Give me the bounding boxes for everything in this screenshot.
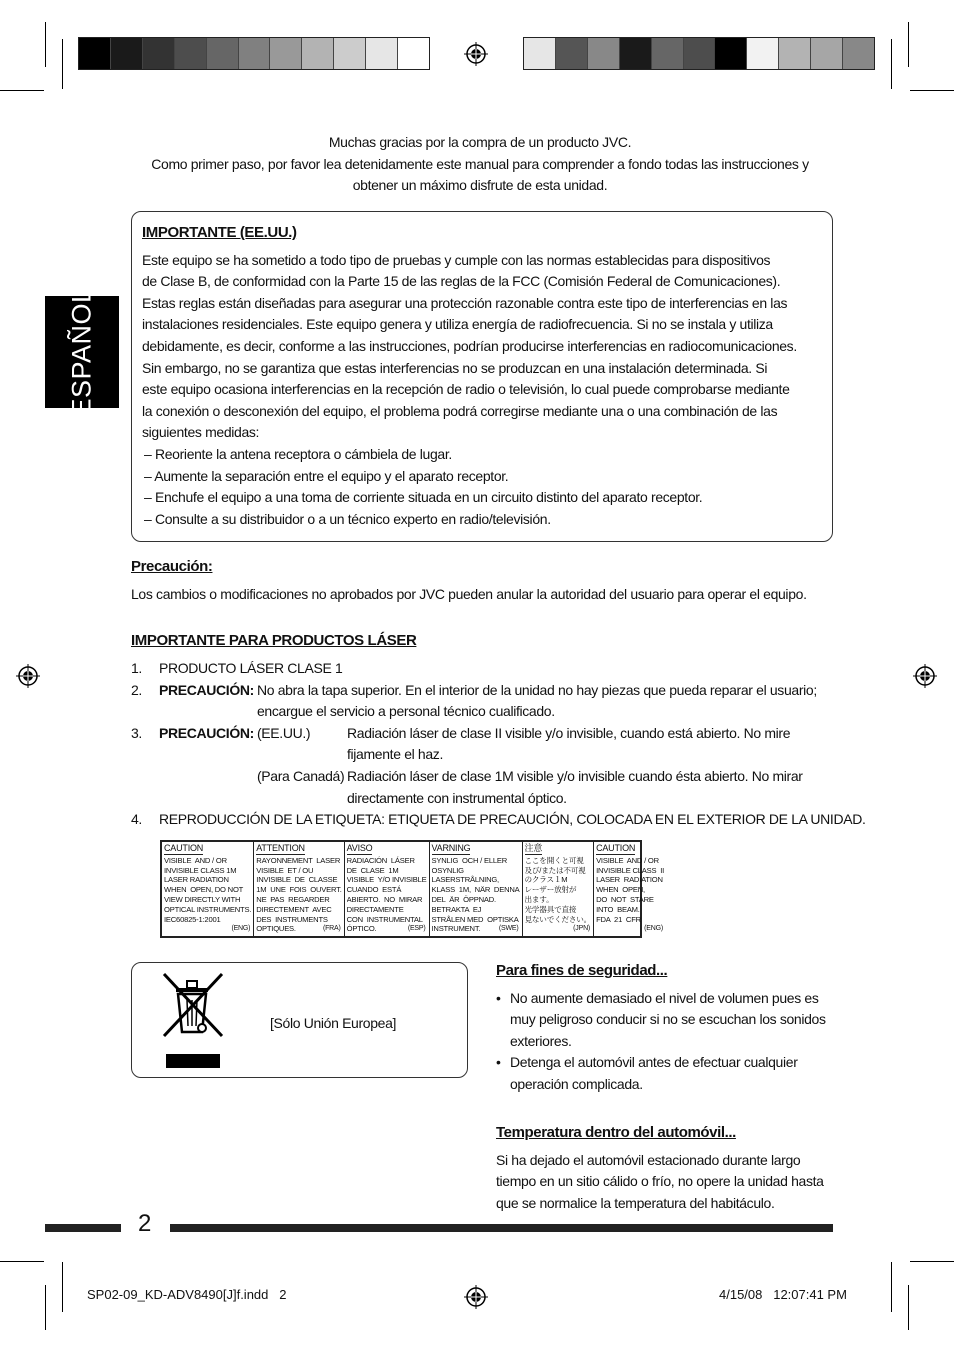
crop-mark [891,39,892,89]
crop-mark [62,39,63,89]
dash-icon: – [144,489,155,506]
color-swatch [79,38,111,69]
label-panel [162,842,254,936]
label-panel-line: FDA 21 CFR [596,914,641,924]
importante-line: este equipo ocasiona interferencias en la recepción de radio o televisión, lo cual puede comprobarse mediante [142,381,790,398]
color-swatch [779,38,811,69]
label-panel-title: 注意 [524,843,543,853]
importante-line: la conexión o desconexión del equipo, el problema podrá corregirse mediante una o una combinación de las [142,402,778,419]
label-panel-line: 及び/または不可視 [524,865,586,875]
dash-icon: – [144,467,155,484]
label-panel-line: STRÅLEN MED OPTISKA [431,914,519,924]
language-side-tab [45,287,119,417]
bullet-line: Detenga el automóvil antes de efectuar cualquier [510,1054,798,1071]
laser-item-2-label: PRECAUCIÓN: [159,681,254,698]
color-swatch [684,38,716,69]
measure-text: Aumente la separación entre el equipo y el aparato receptor. [154,467,509,484]
label-panel-line: INVISIBLE CLASS II [596,865,665,875]
label-panel-tag: (ENG) [231,925,251,933]
importante-title: IMPORTANTE (EE.UU.) [142,224,297,241]
caution-label [160,840,665,938]
dash-icon: – [144,445,155,462]
list-number: 3. [131,724,142,741]
weee-text: [Sólo Unión Europea] [270,1015,397,1031]
measure-item [142,444,822,466]
importante-content [142,222,822,530]
crop-mark [0,1261,44,1262]
importante-line: debidamente, es decir, conforme a las instrucciones, podrían producirse interferencias en radiocomunicaciones. [142,337,797,354]
crop-mark [0,90,44,91]
label-panel [523,842,595,936]
color-swatch [556,38,588,69]
importante-line: siguientes medidas: [142,424,260,441]
bullet-line: operación complicada. [510,1075,643,1092]
label-panel-line: RAYONNEMENT LASER [256,855,341,865]
registration-mark-icon [913,664,937,688]
label-panel [345,842,430,936]
label-panel-line: 見ないでください。 [524,914,592,924]
laser-usa-line: fijamente el haz. [347,746,443,763]
crop-mark [910,1261,954,1262]
measure-text: Consulte a su distribuidor o a un técnico experto en radio/televisión. [154,510,551,527]
label-panel-line: WHEN OPEN, [596,885,645,895]
label-panel-line: ABIERTO. NO MIRAR [346,894,423,904]
footer-file: SP02-09_KD-ADV8490[J]f.indd 2 [87,1287,287,1302]
laser-item-2-line: encargue el servicio a personal técnico cualificado. [257,703,555,720]
seguridad-bullet [496,988,841,1053]
measure-item [142,509,822,531]
label-panel-line: CUANDO ESTÁ [346,885,402,895]
page-number: 2 [138,1210,152,1237]
label-panel-line: RADIACIÓN LÁSER [346,855,415,865]
page-rule-left [45,1224,121,1232]
laser-item-3-label: PRECAUCIÓN: [159,724,254,741]
side-tab-label: ESPAÑOL [66,287,97,417]
label-panel-line: のクラス１M [524,875,568,885]
color-swatch [239,38,271,69]
color-swatch [843,38,874,69]
label-panel-line: SYNLIG OCH / ELLER [431,855,508,865]
left-color-bar [78,37,430,70]
crop-mark [908,22,909,67]
label-panel-line: NE PAS REGARDER [256,894,330,904]
label-panel-line: KLASS 1M, NÄR DENNA [431,885,520,895]
label-panel-title: AVISO [346,843,373,853]
list-number: 4. [131,811,142,828]
intro-line: obtener un máximo disfrute de esta unidad. [352,177,608,194]
label-panel-line: DIRECTAMENTE [346,904,404,914]
laser-section [131,630,851,657]
label-panel-line: ÓPTICO. [346,924,377,934]
laser-canada-line: Radiación láser de clase 1M visible y/o invisible cuando ésta abierto. No mirar [347,767,803,784]
color-swatch [811,38,843,69]
label-panel-line: DIRECTEMENT AVEC [256,904,332,914]
crop-mark [45,1285,46,1330]
label-panel-line: VISIBLE Y/O INVISIBLE [346,875,427,885]
color-swatch [270,38,302,69]
color-swatch [620,38,652,69]
label-panel-title: ATTENTION [256,843,305,853]
label-panel-title: CAUTION [596,843,636,853]
label-panel [594,842,666,936]
importante-line: Estas reglas están diseñadas para asegurar una protección razonable contra este tipo de interferencias en las [142,294,788,311]
measure-text: Enchufe el equipo a una toma de corriente situada en un circuito distinto del aparato receptor. [154,489,703,506]
label-panel-line: LASERSTRÅLNING, [431,875,499,885]
intro-line: Como primer paso, por favor lea detenidamente este manual para comprender a fondo todas las instrucciones y [151,155,809,172]
dash-icon: – [144,510,155,527]
label-panel-line: 光学器具で直接 [524,904,577,914]
crop-mark [910,90,954,91]
registration-mark-icon [16,664,40,688]
label-panel [430,842,523,936]
label-panel-line: LASER RADIATION [596,875,663,885]
temperatura-line: que se normalice la temperatura del habitáculo. [496,1194,775,1211]
label-panel-title: VARNING [431,843,471,853]
color-swatch [366,38,398,69]
laser-usa-line: Radiación láser de clase II visible y/o invisible, cuando está abierto. No mire [347,724,791,741]
color-swatch [588,38,620,69]
label-panel-tag: (ENG) [644,925,664,933]
laser-title: IMPORTANTE PARA PRODUCTOS LÁSER [131,632,417,649]
label-panel-line: IEC60825-1:2001 [164,914,221,924]
label-panel-tag: (FRA) [322,925,341,933]
label-panel-line: VISIBLE AND / OR [596,855,659,865]
label-panel-line: INTO BEAM. [596,904,640,914]
color-swatch [652,38,684,69]
label-panel-line: OSYNLIG [431,865,464,875]
list-number: 2. [131,681,142,698]
laser-item-2-line: No abra la tapa superior. En el interior de la unidad no hay piezas que pueda reparar el usuario; [257,681,817,698]
color-swatch [524,38,556,69]
crop-mark [908,1285,909,1330]
measure-text: Reoriente la antena receptora o cámbiela de lugar. [154,445,452,462]
measures-list [142,444,822,530]
color-swatch [143,38,175,69]
measure-item [142,466,822,488]
label-panel-line: OPTICAL INSTRUMENTS. [164,904,252,914]
label-panel-line: BETRAKTA EJ [431,904,482,914]
list-number: 1. [131,660,142,676]
label-panel-line: WHEN OPEN, DO NOT [164,885,244,895]
color-swatch [302,38,334,69]
bullet-icon: • [496,1054,501,1071]
label-panel-title: CAUTION [164,843,204,853]
right-color-bar [523,37,875,70]
importante-line: de Clase B, de conformidad con la Parte 15 de las reglas de la FCC (Comisión Federal de Comunicaciones). [142,273,781,290]
label-panel-line: DE CLASE 1M [346,865,399,875]
label-panel-tag: (JPN) [573,925,591,933]
label-panel-line: OPTIQUES. [256,924,296,934]
color-swatch [747,38,779,69]
seguridad-section [496,960,841,1096]
intro [120,132,840,197]
page-rule-right [170,1224,833,1232]
crop-mark [45,22,46,67]
laser-list [131,658,866,831]
label-panel-line: 1M UNE FOIS OUVERT. [256,885,342,895]
seguridad-title: Para fines de seguridad... [496,962,668,979]
label-panel-line: INSTRUMENT. [431,924,481,934]
seguridad-bullet [496,1052,841,1095]
label-panel-line: DO NOT STARE [596,894,654,904]
label-panel-line: レーザー放射が [524,885,577,895]
laser-item-4: REPRODUCCIÓN DE LA ETIQUETA: ETIQUETA DE PRECAUCIÓN, COLOCADA EN EL EXTERIOR DE LA UNIDAD. [159,811,866,828]
precaucion-section [131,556,831,605]
importante-line: Este equipo se ha sometido a todo tipo de pruebas y cumple con las normas establecidas para dispositivos [142,251,771,268]
intro-line: Muchas gracias por la compra de un producto JVC. [328,134,632,150]
temperatura-line: Si ha dejado el automóvil estacionado durante largo [496,1151,801,1168]
label-panel-line: VISIBLE AND / OR [164,855,227,865]
bullet-icon: • [496,989,501,1006]
color-swatch [111,38,143,69]
label-panel [254,842,344,936]
laser-canada-line: directamente con instrumental óptico. [347,789,567,806]
crop-mark [891,1262,892,1312]
label-panel-line: DES INSTRUMENTS [256,914,328,924]
registration-mark-icon [464,1285,488,1309]
color-swatch [334,38,366,69]
laser-usa-label: (EE.UU.) [257,724,311,741]
bullet-line: exteriores. [510,1032,572,1049]
bullet-line: muy peligroso conducir si no se escuchan los sonidos [510,1011,826,1028]
measure-item [142,487,822,509]
label-panel-line: DEL ÄR ÖPPNAD. [431,894,496,904]
label-panel-line: 出ます。 [524,894,554,904]
label-panel-line: ここを開くと可視 [524,855,584,865]
label-panel-line: VISIBLE ET / OU [256,865,314,875]
label-panel-line: INVISIBLE DE CLASSE [256,875,338,885]
label-panel-line: CON INSTRUMENTAL [346,914,423,924]
label-panel-tag: (ESP) [407,925,426,933]
precaucion-title: Precaución: [131,558,213,575]
importante-body [142,250,822,444]
temperatura-title: Temperatura dentro del automóvil... [496,1124,736,1141]
temperatura-section [496,1122,841,1214]
bullet-line: No aumente demasiado el nivel de volumen pues es [510,989,819,1006]
laser-item-1: PRODUCTO LÁSER CLASE 1 [159,660,343,676]
color-swatch [207,38,239,69]
precaucion-text: Los cambios o modificaciones no aprobados por JVC pueden anular la autoridad del usuario para operar el equipo. [131,585,807,602]
color-swatch [175,38,207,69]
laser-canada-label: (Para Canadá) [257,767,345,784]
importante-line: instalaciones residenciales. Este equipo genera y utiliza energía de radiofrecuencia. Si no se instala y utiliza [142,316,773,333]
temperatura-line: tiempo en un sitio cálido o frío, no opere la unidad hasta [496,1173,824,1190]
crop-mark [62,1262,63,1312]
color-swatch [398,38,429,69]
label-panel-line: VIEW DIRECTLY WITH [164,894,241,904]
crossed-bin-icon [160,970,226,1070]
registration-mark-icon [464,42,488,66]
footer-date: 4/15/08 12:07:41 PM [719,1287,847,1302]
color-swatch [715,38,747,69]
label-panel-line: INVISIBLE CLASS 1M [164,865,237,875]
importante-line: Sin embargo, no se garantiza que estas interferencias no se produzcan en una instalación determinada. Si [142,359,768,376]
label-panel-line: LASER RADIATION [164,875,229,885]
label-panel-tag: (SWE) [498,925,519,933]
